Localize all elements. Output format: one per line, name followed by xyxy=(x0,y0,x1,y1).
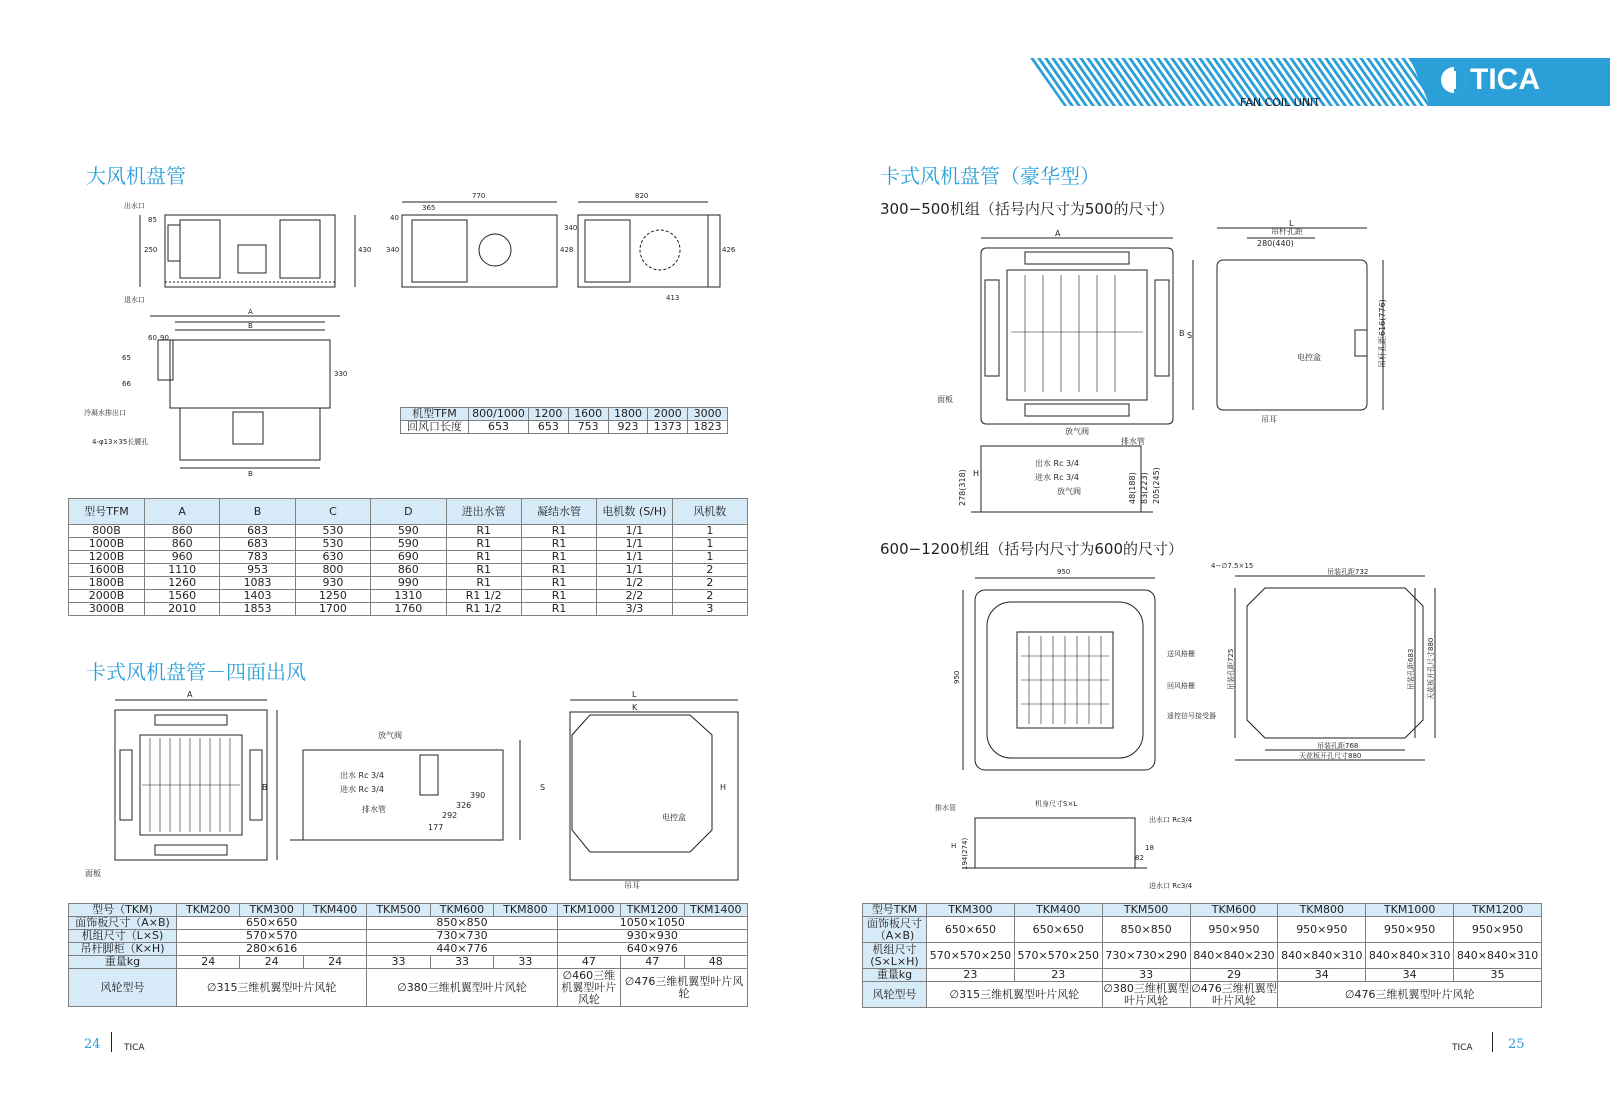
label-drain-pipe: 排水管 xyxy=(362,805,386,814)
dim-H: H xyxy=(951,842,957,850)
dim-A: A xyxy=(248,308,253,316)
tfm-cell: 1260 xyxy=(145,577,220,590)
lux-cell: 950×950 xyxy=(1366,917,1454,943)
lux-header-row xyxy=(863,904,1542,917)
tfm-row xyxy=(69,577,748,590)
tfm-cell: 1000B xyxy=(69,538,145,551)
tkm-cell: 850×850 xyxy=(367,917,557,930)
return-air-header: 机型TFM xyxy=(401,408,469,421)
lux-cell: 650×650 xyxy=(1014,917,1102,943)
lux-header: TKM300 xyxy=(927,904,1015,917)
dim-365: 365 xyxy=(422,204,436,212)
tfm-cell: 3000B xyxy=(69,603,145,616)
tkm-unit-row xyxy=(69,930,748,943)
label-rod-683: 吊装孔距683 xyxy=(1407,648,1415,690)
lux-header: 型号TKM xyxy=(863,904,927,917)
label-vent-valve-2: 放气阀 xyxy=(1057,487,1081,496)
label-supply-grille: 送风格栅 xyxy=(1167,650,1195,658)
tkm-header-row xyxy=(69,904,748,917)
footer-brand-right: TICA xyxy=(1452,1043,1473,1053)
lux-cell: 950×950 xyxy=(1190,917,1278,943)
tfm-cell: R1 xyxy=(446,577,521,590)
dim-330: 330 xyxy=(334,370,348,378)
lux-cell: 570×570×250 xyxy=(1014,943,1102,969)
tfm-cell: 1760 xyxy=(371,603,446,616)
tfm-cell: 1/1 xyxy=(597,538,672,551)
lux-cell: 840×840×310 xyxy=(1278,943,1366,969)
lux-header: TKM600 xyxy=(1190,904,1278,917)
tkm-cell: 640×976 xyxy=(557,943,747,956)
label-remote-receiver: 遥控信号接受器 xyxy=(1167,712,1216,720)
tkm-row-label: 面饰板尺寸（A×B) xyxy=(69,917,177,930)
lux-cell: 23 xyxy=(927,969,1015,982)
tfm-cell: R1 xyxy=(521,603,596,616)
lux-header: TKM500 xyxy=(1102,904,1190,917)
label-panel: 面板 xyxy=(937,395,953,404)
lux-cell: 950×950 xyxy=(1454,917,1542,943)
lux-unit-row xyxy=(863,943,1542,969)
tfm-cell: 683 xyxy=(220,538,295,551)
tkm-header: TKM300 xyxy=(240,904,303,917)
brand-logo xyxy=(1440,62,1540,98)
tfm-cell: R1 xyxy=(446,525,521,538)
tica-logo-icon xyxy=(1440,66,1468,94)
page-number-left: 24 xyxy=(84,1037,101,1052)
label-rod-725: 吊装孔距725 xyxy=(1227,648,1235,690)
dim-83-223: 83(223) xyxy=(1140,472,1149,504)
cassette-four-way-drawings xyxy=(80,690,740,890)
lux-cell: 950×950 xyxy=(1278,917,1366,943)
tfm-header: 进出水管 xyxy=(446,499,521,525)
label-drain-pipe: 排水管 xyxy=(1121,437,1145,446)
lux-weight-row xyxy=(863,969,1542,982)
dim-H: H xyxy=(973,469,980,478)
lux-cell: 29 xyxy=(1190,969,1278,982)
return-air-cell: 1823 xyxy=(688,421,728,434)
header-subtitle: FAN COIL UNIT xyxy=(1240,96,1321,109)
return-air-length-table xyxy=(400,407,728,434)
tkm-row-label: 风轮型号 xyxy=(69,969,177,1007)
tfm-cell: 1200B xyxy=(69,551,145,564)
tfm-cell: R1 1/2 xyxy=(446,603,521,616)
tkm-panel-row xyxy=(69,917,748,930)
dim-40: 40 xyxy=(390,214,399,222)
lux-cell: 34 xyxy=(1366,969,1454,982)
tfm-cell: 1/2 xyxy=(597,577,672,590)
tfm-row xyxy=(69,538,748,551)
lux-cell: 570×570×250 xyxy=(927,943,1015,969)
tfm-cell: 1800B xyxy=(69,577,145,590)
return-air-row xyxy=(401,421,728,434)
tkm-cell: 24 xyxy=(240,956,303,969)
dim-194-274: 194(274) xyxy=(961,837,969,870)
tfm-header: A xyxy=(145,499,220,525)
dim-413: 413 xyxy=(666,294,680,302)
dim-177: 177 xyxy=(428,823,444,832)
return-air-cell: 回风口长度 xyxy=(401,421,469,434)
tfm-header: B xyxy=(220,499,295,525)
lux-cell: 33 xyxy=(1102,969,1190,982)
lux-cell: 650×650 xyxy=(927,917,1015,943)
tkm-cell: 280×616 xyxy=(177,943,367,956)
tfm-cell: 930 xyxy=(295,577,370,590)
tkm-cell: 730×730 xyxy=(367,930,557,943)
tkm-cell: 33 xyxy=(367,956,430,969)
tfm-cell: 990 xyxy=(371,577,446,590)
dim-326: 326 xyxy=(456,801,472,810)
dim-950-top: 950 xyxy=(1057,568,1071,576)
label-return-grille: 回风格栅 xyxy=(1167,682,1195,690)
tkm-cell: ∅315三维机翼型叶片风轮 xyxy=(177,969,367,1007)
tfm-cell: R1 xyxy=(521,577,596,590)
label-water-in: 进水 Rc 3/4 xyxy=(1035,473,1079,482)
lux-row-label: 重量kg xyxy=(863,969,927,982)
tkm-row-label: 机组尺寸（L×S) xyxy=(69,930,177,943)
tkm-fan-row xyxy=(69,969,748,1007)
tkm-cell: 930×930 xyxy=(557,930,747,943)
label-ear: 吊耳 xyxy=(624,881,640,890)
tfm-cell: R1 xyxy=(521,551,596,564)
label-drain-pipe: 排水管 xyxy=(935,804,956,812)
tfm-header: 型号TFM xyxy=(69,499,145,525)
tkm-header: TKM200 xyxy=(177,904,240,917)
dim-340a: 340 xyxy=(386,246,400,254)
label-body-size: 机身尺寸S×L xyxy=(1035,800,1078,808)
dim-A: A xyxy=(1055,229,1061,238)
tkm-cell: 33 xyxy=(430,956,493,969)
tfm-header-row xyxy=(69,499,748,525)
tfm-row xyxy=(69,564,748,577)
tfm-cell: 860 xyxy=(371,564,446,577)
lux-header: TKM800 xyxy=(1278,904,1366,917)
dim-82: 82 xyxy=(1135,854,1144,862)
dim-820: 820 xyxy=(635,192,649,200)
label-drain-outlet: 冷凝水排出口 xyxy=(84,409,126,417)
tfm-cell: 630 xyxy=(295,551,370,564)
tfm-spec-table xyxy=(68,498,748,616)
label-slot-holes: 4-φ13×35长腰孔 xyxy=(92,438,149,446)
tfm-header: 电机数 (S/H) xyxy=(597,499,672,525)
lux-row-label: 机组尺寸 (S×L×H) xyxy=(863,943,927,969)
return-air-header: 3000 xyxy=(688,408,728,421)
tfm-cell: 1 xyxy=(672,525,747,538)
return-air-header: 1200 xyxy=(529,408,569,421)
tkm-four-way-table xyxy=(68,903,748,1007)
tkm-header: 型号（TKM) xyxy=(69,904,177,917)
tfm-cell: 860 xyxy=(145,525,220,538)
lux-cell: 840×840×230 xyxy=(1190,943,1278,969)
dim-280-440: 280(440) xyxy=(1257,239,1294,248)
label-electric-box: 电控盒 xyxy=(1297,353,1321,362)
tfm-cell: R1 xyxy=(521,590,596,603)
tfm-cell: 1600B xyxy=(69,564,145,577)
tfm-cell: 1/1 xyxy=(597,551,672,564)
tfm-cell: 1083 xyxy=(220,577,295,590)
tfm-cell: 1/1 xyxy=(597,525,672,538)
tfm-cell: 3/3 xyxy=(597,603,672,616)
tkm-cell: 24 xyxy=(177,956,240,969)
tkm-cell: 24 xyxy=(303,956,366,969)
lux-cell: 23 xyxy=(1014,969,1102,982)
tfm-cell: 1250 xyxy=(295,590,370,603)
lux-row-label: 风轮型号 xyxy=(863,982,927,1008)
dim-90: 90 xyxy=(160,334,169,342)
tkm-cell: 47 xyxy=(621,956,684,969)
lux-header: TKM1000 xyxy=(1366,904,1454,917)
dim-K: K xyxy=(632,703,638,712)
tkm-cell: 1050×1050 xyxy=(557,917,747,930)
tkm-hanger-row xyxy=(69,943,748,956)
tfm-cell: 953 xyxy=(220,564,295,577)
label-water-in: 进水口 Rc3/4 xyxy=(1149,882,1193,890)
lux-cell: ∅380三维机翼型叶片风轮 xyxy=(1103,981,1189,1007)
dim-250: 250 xyxy=(144,246,158,254)
left-title-big-fan-coil: 大风机盘管 xyxy=(86,164,186,188)
dim-65: 65 xyxy=(122,354,131,362)
tkm-cell: ∅380三维机翼型叶片风轮 xyxy=(367,969,557,1007)
lux-cell: 35 xyxy=(1454,969,1542,982)
label-ceil-880: 天花板开孔尺寸880 xyxy=(1299,752,1362,760)
tfm-cell: 2 xyxy=(672,577,747,590)
page-number-right: 25 xyxy=(1508,1037,1525,1052)
label-water-out: 出水 Rc 3/4 xyxy=(340,771,384,780)
tfm-header: 风机数 xyxy=(672,499,747,525)
dim-B: B xyxy=(248,322,253,330)
footer-brand-left: TICA xyxy=(124,1043,145,1053)
tfm-cell: 1560 xyxy=(145,590,220,603)
tkm-weight-row xyxy=(69,956,748,969)
tfm-cell: 960 xyxy=(145,551,220,564)
lux-header: TKM400 xyxy=(1014,904,1102,917)
tkm-header: TKM1200 xyxy=(621,904,684,917)
dim-B-bottom: B xyxy=(248,470,253,478)
big-fan-coil-svg xyxy=(84,190,740,480)
tfm-cell: 1 xyxy=(672,551,747,564)
return-air-cell: 653 xyxy=(469,421,529,434)
dim-616-776: 吊杆孔距616(776) xyxy=(1378,299,1387,368)
tfm-cell: 530 xyxy=(295,525,370,538)
tfm-row xyxy=(69,551,748,564)
label-ear: 吊耳 xyxy=(1261,415,1277,424)
tfm-cell: R1 xyxy=(446,538,521,551)
brand-name: TICA xyxy=(1470,63,1540,96)
tfm-cell: 1/1 xyxy=(597,564,672,577)
tkm-header: TKM800 xyxy=(494,904,557,917)
tfm-cell: R1 xyxy=(446,551,521,564)
label-water-back: 退水口 xyxy=(124,296,145,304)
tfm-cell: 2/2 xyxy=(597,590,672,603)
dim-85: 85 xyxy=(148,216,157,224)
return-air-cell: 1373 xyxy=(648,421,688,434)
footer-divider-left xyxy=(111,1032,112,1052)
lux-cell: 840×840×310 xyxy=(1366,943,1454,969)
dim-950-side: 950 xyxy=(953,670,961,684)
luxury-300-500-svg xyxy=(935,220,1405,520)
tfm-header: C xyxy=(295,499,370,525)
tkm-cell: 440×776 xyxy=(367,943,557,956)
right-title-cassette-luxury: 卡式风机盘管（豪华型） xyxy=(880,164,1100,188)
dim-390: 390 xyxy=(470,791,486,800)
tfm-cell: R1 xyxy=(521,538,596,551)
label-vent-valve: 放气阀 xyxy=(1065,427,1089,436)
dim-278-318: 278(318) xyxy=(958,469,967,506)
dim-426: 426 xyxy=(722,246,736,254)
tkm-cell: 650×650 xyxy=(177,917,367,930)
dim-A: A xyxy=(187,690,193,699)
dim-66: 66 xyxy=(122,380,131,388)
tfm-cell: R1 xyxy=(521,564,596,577)
dim-L: L xyxy=(1289,219,1294,228)
luxury-600-1200-drawings xyxy=(935,560,1455,890)
lux-cell: 730×730×290 xyxy=(1102,943,1190,969)
label-water-out: 出水 Rc 3/4 xyxy=(1035,459,1079,468)
dim-340b: 340 xyxy=(564,224,578,232)
label-rod-768: 吊装孔距768 xyxy=(1317,742,1359,750)
label-rod-distance: 吊杆孔距 xyxy=(1271,227,1303,236)
tfm-cell: 2 xyxy=(672,564,747,577)
dim-S: S xyxy=(1187,331,1193,340)
lux-fan-row xyxy=(863,982,1542,1008)
tkm-cell: ∅476三维机翼型叶片风轮 xyxy=(621,969,748,1007)
tkm-header: TKM400 xyxy=(303,904,366,917)
tfm-cell: 590 xyxy=(371,538,446,551)
tkm-header: TKM1400 xyxy=(684,904,748,917)
dim-292: 292 xyxy=(442,811,458,820)
tkm-cell: ∅460三维机翼型叶片风轮 xyxy=(557,969,620,1007)
tkm-header: TKM600 xyxy=(430,904,493,917)
tfm-cell: 1700 xyxy=(295,603,370,616)
tfm-cell: 3 xyxy=(672,603,747,616)
return-air-cell: 923 xyxy=(608,421,648,434)
lux-row-label: 面饰板尺寸（A×B) xyxy=(863,917,927,943)
tkm-header: TKM1000 xyxy=(557,904,620,917)
dim-18: 18 xyxy=(1145,844,1154,852)
dim-770: 770 xyxy=(472,192,486,200)
tfm-cell: 683 xyxy=(220,525,295,538)
tkm-header: TKM500 xyxy=(367,904,430,917)
lux-cell: 850×850 xyxy=(1102,917,1190,943)
luxury-300-500-drawings xyxy=(935,220,1405,520)
return-air-cell: 753 xyxy=(568,421,608,434)
tfm-cell: 1403 xyxy=(220,590,295,603)
tfm-cell: 1853 xyxy=(220,603,295,616)
label-vent-valve: 放气阀 xyxy=(378,731,402,740)
tfm-cell: 590 xyxy=(371,525,446,538)
tkm-luxury-table xyxy=(862,903,1542,1008)
dim-60: 60 xyxy=(148,334,157,342)
subtitle-300-500: 300−500机组（括号内尺寸为500的尺寸） xyxy=(880,200,1174,218)
tkm-cell: 33 xyxy=(494,956,557,969)
dim-B: B xyxy=(1179,329,1185,338)
dim-430: 430 xyxy=(358,246,372,254)
lux-header: TKM1200 xyxy=(1454,904,1542,917)
dim-S: S xyxy=(540,783,546,792)
label-rod-732: 吊装孔距732 xyxy=(1327,568,1369,576)
lux-cell: ∅476三维机翼型叶片风轮 xyxy=(1191,981,1277,1007)
tfm-header: 凝结水管 xyxy=(521,499,596,525)
tkm-row-label: 重量kg xyxy=(69,956,177,969)
dim-H: H xyxy=(720,783,727,792)
tfm-row xyxy=(69,603,748,616)
tfm-cell: 1 xyxy=(672,538,747,551)
tfm-cell: 2 xyxy=(672,590,747,603)
return-air-header-row xyxy=(401,408,728,421)
dim-205-245: 205(245) xyxy=(1152,467,1161,504)
tfm-cell: 2000B xyxy=(69,590,145,603)
luxury-600-1200-svg xyxy=(935,560,1455,890)
tkm-cell: 570×570 xyxy=(177,930,367,943)
return-air-header: 2000 xyxy=(648,408,688,421)
tfm-cell: 1110 xyxy=(145,564,220,577)
lux-panel-row xyxy=(863,917,1542,943)
lux-cell: ∅476三维机翼型叶片风轮 xyxy=(1278,982,1542,1008)
left-title-cassette-four-way: 卡式风机盘管－四面出风 xyxy=(86,660,306,684)
tfm-cell: 530 xyxy=(295,538,370,551)
return-air-header: 1800 xyxy=(608,408,648,421)
tfm-row xyxy=(69,525,748,538)
dim-B: B xyxy=(262,783,268,792)
tfm-cell: R1 xyxy=(521,525,596,538)
tfm-cell: 2010 xyxy=(145,603,220,616)
label-ceil-880-v: 天花板开孔尺寸880 xyxy=(1427,637,1435,700)
tkm-cell: 47 xyxy=(557,956,620,969)
label-panel: 面板 xyxy=(85,869,101,878)
tkm-cell: 48 xyxy=(684,956,748,969)
lux-cell: ∅315三维机翼型叶片风轮 xyxy=(927,982,1103,1008)
tfm-cell: 800 xyxy=(295,564,370,577)
subtitle-600-1200: 600−1200机组（括号内尺寸为600的尺寸） xyxy=(880,540,1184,558)
tfm-cell: 860 xyxy=(145,538,220,551)
tfm-row xyxy=(69,590,748,603)
cassette-four-way-svg xyxy=(80,690,740,890)
dim-428: 428 xyxy=(560,246,574,254)
label-mount-holes: 4−∅7.5×15 xyxy=(1211,562,1254,570)
tfm-cell: 690 xyxy=(371,551,446,564)
tfm-cell: 783 xyxy=(220,551,295,564)
label-water-out: 出水口 Rc3/4 xyxy=(1149,816,1193,824)
big-fan-coil-drawings xyxy=(84,190,740,480)
tfm-header: D xyxy=(371,499,446,525)
tfm-cell: R1 1/2 xyxy=(446,590,521,603)
label-water-in: 进水 Rc 3/4 xyxy=(340,785,384,794)
dim-48-188: 48(188) xyxy=(1128,472,1137,504)
return-air-cell: 653 xyxy=(529,421,569,434)
tfm-cell: 1310 xyxy=(371,590,446,603)
tfm-cell: 800B xyxy=(69,525,145,538)
tkm-row-label: 吊杆脚柜（K×H) xyxy=(69,943,177,956)
return-air-header: 800/1000 xyxy=(469,408,529,421)
lux-cell: 34 xyxy=(1278,969,1366,982)
footer-divider-right xyxy=(1492,1032,1493,1052)
dim-L: L xyxy=(632,690,637,699)
return-air-header: 1600 xyxy=(568,408,608,421)
tfm-cell: R1 xyxy=(446,564,521,577)
lux-cell: 840×840×310 xyxy=(1454,943,1542,969)
label-electric-box: 电控盒 xyxy=(662,813,686,822)
label-water-out: 出水口 xyxy=(124,202,145,210)
